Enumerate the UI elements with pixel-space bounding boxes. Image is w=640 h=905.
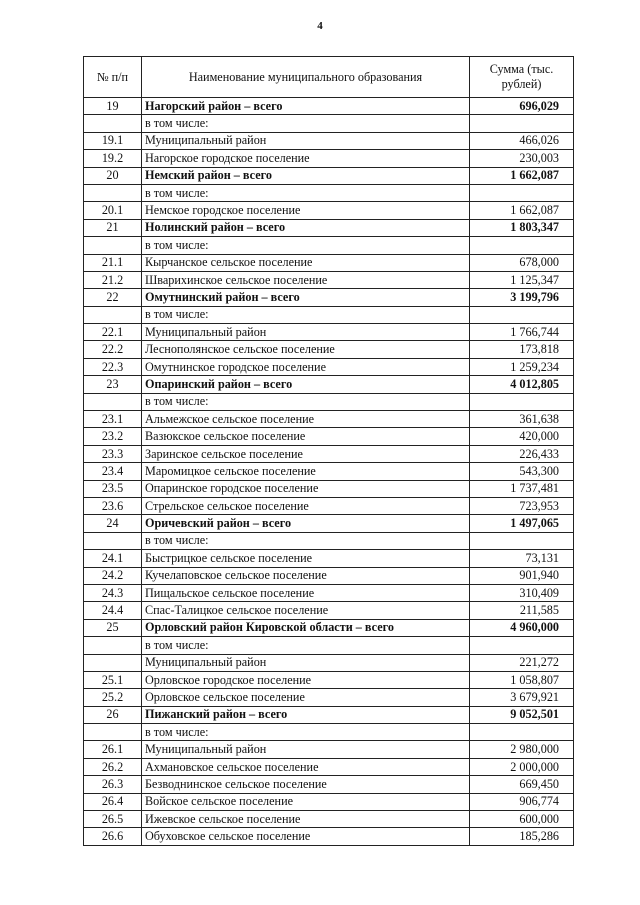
table-row — [84, 132, 574, 149]
row-number-cell: 24.2 — [84, 567, 142, 584]
row-number-cell: 23 — [84, 376, 142, 393]
row-number-cell: 24 — [84, 515, 142, 532]
row-sum-cell: 221,272 — [470, 654, 574, 671]
table-row — [84, 393, 574, 410]
row-sum-cell — [470, 724, 574, 741]
table-row — [84, 150, 574, 167]
row-name-cell: Муниципальный район — [142, 324, 470, 341]
row-number-cell — [84, 306, 142, 323]
table-row — [84, 271, 574, 288]
table-row — [84, 758, 574, 775]
row-name-cell: в том числе: — [142, 393, 470, 410]
row-sum-cell: 543,300 — [470, 463, 574, 480]
table-row — [84, 532, 574, 549]
row-sum-cell: 226,433 — [470, 445, 574, 462]
row-sum-cell: 3 679,921 — [470, 689, 574, 706]
row-number-cell: 19.1 — [84, 132, 142, 149]
row-name-cell: Пищальское сельское поселение — [142, 584, 470, 601]
row-name-cell: Муниципальный район — [142, 741, 470, 758]
table-row — [84, 619, 574, 636]
table-row — [84, 584, 574, 601]
row-number-cell — [84, 237, 142, 254]
table-row — [84, 776, 574, 793]
row-name-cell: Ахмановское сельское поселение — [142, 758, 470, 775]
table-row — [84, 445, 574, 462]
row-number-cell: 24.3 — [84, 584, 142, 601]
table-body — [84, 98, 574, 846]
row-sum-cell — [470, 306, 574, 323]
row-name-cell: Омутнинский район – всего — [142, 289, 470, 306]
row-number-cell: 19 — [84, 98, 142, 115]
row-sum-cell: 173,818 — [470, 341, 574, 358]
row-name-cell: Безводнинское сельское поселение — [142, 776, 470, 793]
table-row — [84, 324, 574, 341]
row-sum-cell: 4 012,805 — [470, 376, 574, 393]
table-row — [84, 98, 574, 115]
row-number-cell: 22.1 — [84, 324, 142, 341]
row-number-cell: 26.4 — [84, 793, 142, 810]
row-number-cell — [84, 184, 142, 201]
row-number-cell: 26.1 — [84, 741, 142, 758]
row-name-cell: Шварихинское сельское поселение — [142, 271, 470, 288]
table-row — [84, 341, 574, 358]
table-row — [84, 237, 574, 254]
table-row — [84, 167, 574, 184]
row-number-cell: 22.2 — [84, 341, 142, 358]
row-number-cell: 25.2 — [84, 689, 142, 706]
row-number-cell: 26.3 — [84, 776, 142, 793]
table-row — [84, 219, 574, 236]
row-sum-cell: 1 662,087 — [470, 167, 574, 184]
table-row — [84, 411, 574, 428]
row-name-cell: Немское городское поселение — [142, 202, 470, 219]
table-header-row — [84, 57, 574, 98]
row-sum-cell — [470, 115, 574, 132]
row-name-cell: Ижевское сельское поселение — [142, 811, 470, 828]
row-number-cell: 23.6 — [84, 497, 142, 514]
row-number-cell: 25 — [84, 619, 142, 636]
row-sum-cell: 2 000,000 — [470, 758, 574, 775]
row-name-cell: в том числе: — [142, 237, 470, 254]
row-sum-cell: 185,286 — [470, 828, 574, 845]
table-row — [84, 463, 574, 480]
table-row — [84, 811, 574, 828]
table-row — [84, 306, 574, 323]
row-sum-cell: 420,000 — [470, 428, 574, 445]
table-row — [84, 550, 574, 567]
row-name-cell: Кырчанское сельское поселение — [142, 254, 470, 271]
row-number-cell: 20 — [84, 167, 142, 184]
row-name-cell: Кучелаповское сельское поселение — [142, 567, 470, 584]
budget-table — [83, 56, 574, 846]
row-sum-cell: 1 497,065 — [470, 515, 574, 532]
row-sum-cell: 211,585 — [470, 602, 574, 619]
row-sum-cell: 466,026 — [470, 132, 574, 149]
row-number-cell: 23.4 — [84, 463, 142, 480]
row-sum-cell: 1 737,481 — [470, 480, 574, 497]
row-sum-cell: 361,638 — [470, 411, 574, 428]
header-name: Наименование муниципального образования — [142, 57, 470, 98]
row-name-cell: Войское сельское поселение — [142, 793, 470, 810]
row-name-cell: Нолинский район – всего — [142, 219, 470, 236]
row-number-cell: 22.3 — [84, 358, 142, 375]
row-name-cell: Маромицкое сельское поселение — [142, 463, 470, 480]
row-number-cell: 26.2 — [84, 758, 142, 775]
row-number-cell: 23.5 — [84, 480, 142, 497]
row-number-cell — [84, 724, 142, 741]
row-sum-cell: 3 199,796 — [470, 289, 574, 306]
row-sum-cell: 2 980,000 — [470, 741, 574, 758]
row-name-cell: Омутнинское городское поселение — [142, 358, 470, 375]
row-sum-cell: 901,940 — [470, 567, 574, 584]
table-row — [84, 497, 574, 514]
table-row — [84, 428, 574, 445]
row-sum-cell: 600,000 — [470, 811, 574, 828]
table-row — [84, 671, 574, 688]
table-row — [84, 741, 574, 758]
row-number-cell — [84, 532, 142, 549]
row-number-cell: 26.6 — [84, 828, 142, 845]
header-sum: Сумма (тыс. рублей) — [470, 57, 574, 98]
page-number: 4 — [317, 20, 323, 32]
row-number-cell: 22 — [84, 289, 142, 306]
table-row — [84, 689, 574, 706]
row-name-cell: Орловское городское поселение — [142, 671, 470, 688]
row-number-cell: 21.2 — [84, 271, 142, 288]
row-sum-cell: 1 766,744 — [470, 324, 574, 341]
table-row — [84, 515, 574, 532]
row-number-cell: 23.3 — [84, 445, 142, 462]
row-name-cell: Нагорский район – всего — [142, 98, 470, 115]
row-number-cell: 25.1 — [84, 671, 142, 688]
row-sum-cell: 230,003 — [470, 150, 574, 167]
row-sum-cell: 678,000 — [470, 254, 574, 271]
header-num: № п/п — [84, 57, 142, 98]
row-name-cell: Немский район – всего — [142, 167, 470, 184]
row-number-cell: 24.1 — [84, 550, 142, 567]
row-sum-cell: 310,409 — [470, 584, 574, 601]
row-sum-cell: 1 125,347 — [470, 271, 574, 288]
row-sum-cell: 9 052,501 — [470, 706, 574, 723]
row-sum-cell — [470, 637, 574, 654]
row-number-cell: 23.1 — [84, 411, 142, 428]
row-number-cell: 24.4 — [84, 602, 142, 619]
row-sum-cell: 696,029 — [470, 98, 574, 115]
row-name-cell: Альмежское сельское поселение — [142, 411, 470, 428]
row-name-cell: Обуховское сельское поселение — [142, 828, 470, 845]
row-name-cell: в том числе: — [142, 306, 470, 323]
row-sum-cell: 1 259,234 — [470, 358, 574, 375]
row-number-cell — [84, 393, 142, 410]
row-sum-cell — [470, 532, 574, 549]
row-name-cell: Опаринское городское поселение — [142, 480, 470, 497]
row-name-cell: Пижанский район – всего — [142, 706, 470, 723]
row-name-cell: Быстрицкое сельское поселение — [142, 550, 470, 567]
row-sum-cell: 669,450 — [470, 776, 574, 793]
row-sum-cell: 73,131 — [470, 550, 574, 567]
row-name-cell: Опаринский район – всего — [142, 376, 470, 393]
row-number-cell: 26.5 — [84, 811, 142, 828]
table-row — [84, 637, 574, 654]
row-number-cell: 23.2 — [84, 428, 142, 445]
row-name-cell: в том числе: — [142, 115, 470, 132]
row-name-cell: Заринское сельское поселение — [142, 445, 470, 462]
table-row — [84, 602, 574, 619]
row-number-cell: 19.2 — [84, 150, 142, 167]
row-name-cell: Вазюкское сельское поселение — [142, 428, 470, 445]
row-name-cell: Орловское сельское поселение — [142, 689, 470, 706]
row-sum-cell — [470, 393, 574, 410]
table-row — [84, 202, 574, 219]
row-number-cell — [84, 637, 142, 654]
row-number-cell — [84, 115, 142, 132]
row-name-cell: Спас-Талицкое сельское поселение — [142, 602, 470, 619]
row-sum-cell: 1 662,087 — [470, 202, 574, 219]
row-name-cell: в том числе: — [142, 532, 470, 549]
table-row — [84, 724, 574, 741]
table-row — [84, 706, 574, 723]
row-name-cell: Муниципальный район — [142, 654, 470, 671]
row-name-cell: Орловский район Кировской области – всего — [142, 619, 470, 636]
row-sum-cell: 723,953 — [470, 497, 574, 514]
row-name-cell: Леснополянское сельское поселение — [142, 341, 470, 358]
table-row — [84, 654, 574, 671]
row-sum-cell: 4 960,000 — [470, 619, 574, 636]
row-name-cell: Стрельское сельское поселение — [142, 497, 470, 514]
row-number-cell: 26 — [84, 706, 142, 723]
row-name-cell: в том числе: — [142, 637, 470, 654]
row-sum-cell: 1 803,347 — [470, 219, 574, 236]
row-number-cell: 20.1 — [84, 202, 142, 219]
table-row — [84, 358, 574, 375]
row-name-cell: Нагорское городское поселение — [142, 150, 470, 167]
row-number-cell: 21.1 — [84, 254, 142, 271]
table-row — [84, 480, 574, 497]
row-name-cell: Оричевский район – всего — [142, 515, 470, 532]
row-sum-cell: 906,774 — [470, 793, 574, 810]
table-row — [84, 567, 574, 584]
row-number-cell — [84, 654, 142, 671]
table-row — [84, 115, 574, 132]
row-number-cell: 21 — [84, 219, 142, 236]
row-sum-cell — [470, 184, 574, 201]
row-sum-cell — [470, 237, 574, 254]
row-name-cell: Муниципальный район — [142, 132, 470, 149]
table-row — [84, 376, 574, 393]
table-row — [84, 289, 574, 306]
table-row — [84, 254, 574, 271]
table-row — [84, 828, 574, 845]
table-row — [84, 184, 574, 201]
row-name-cell: в том числе: — [142, 724, 470, 741]
row-sum-cell: 1 058,807 — [470, 671, 574, 688]
row-name-cell: в том числе: — [142, 184, 470, 201]
table-row — [84, 793, 574, 810]
